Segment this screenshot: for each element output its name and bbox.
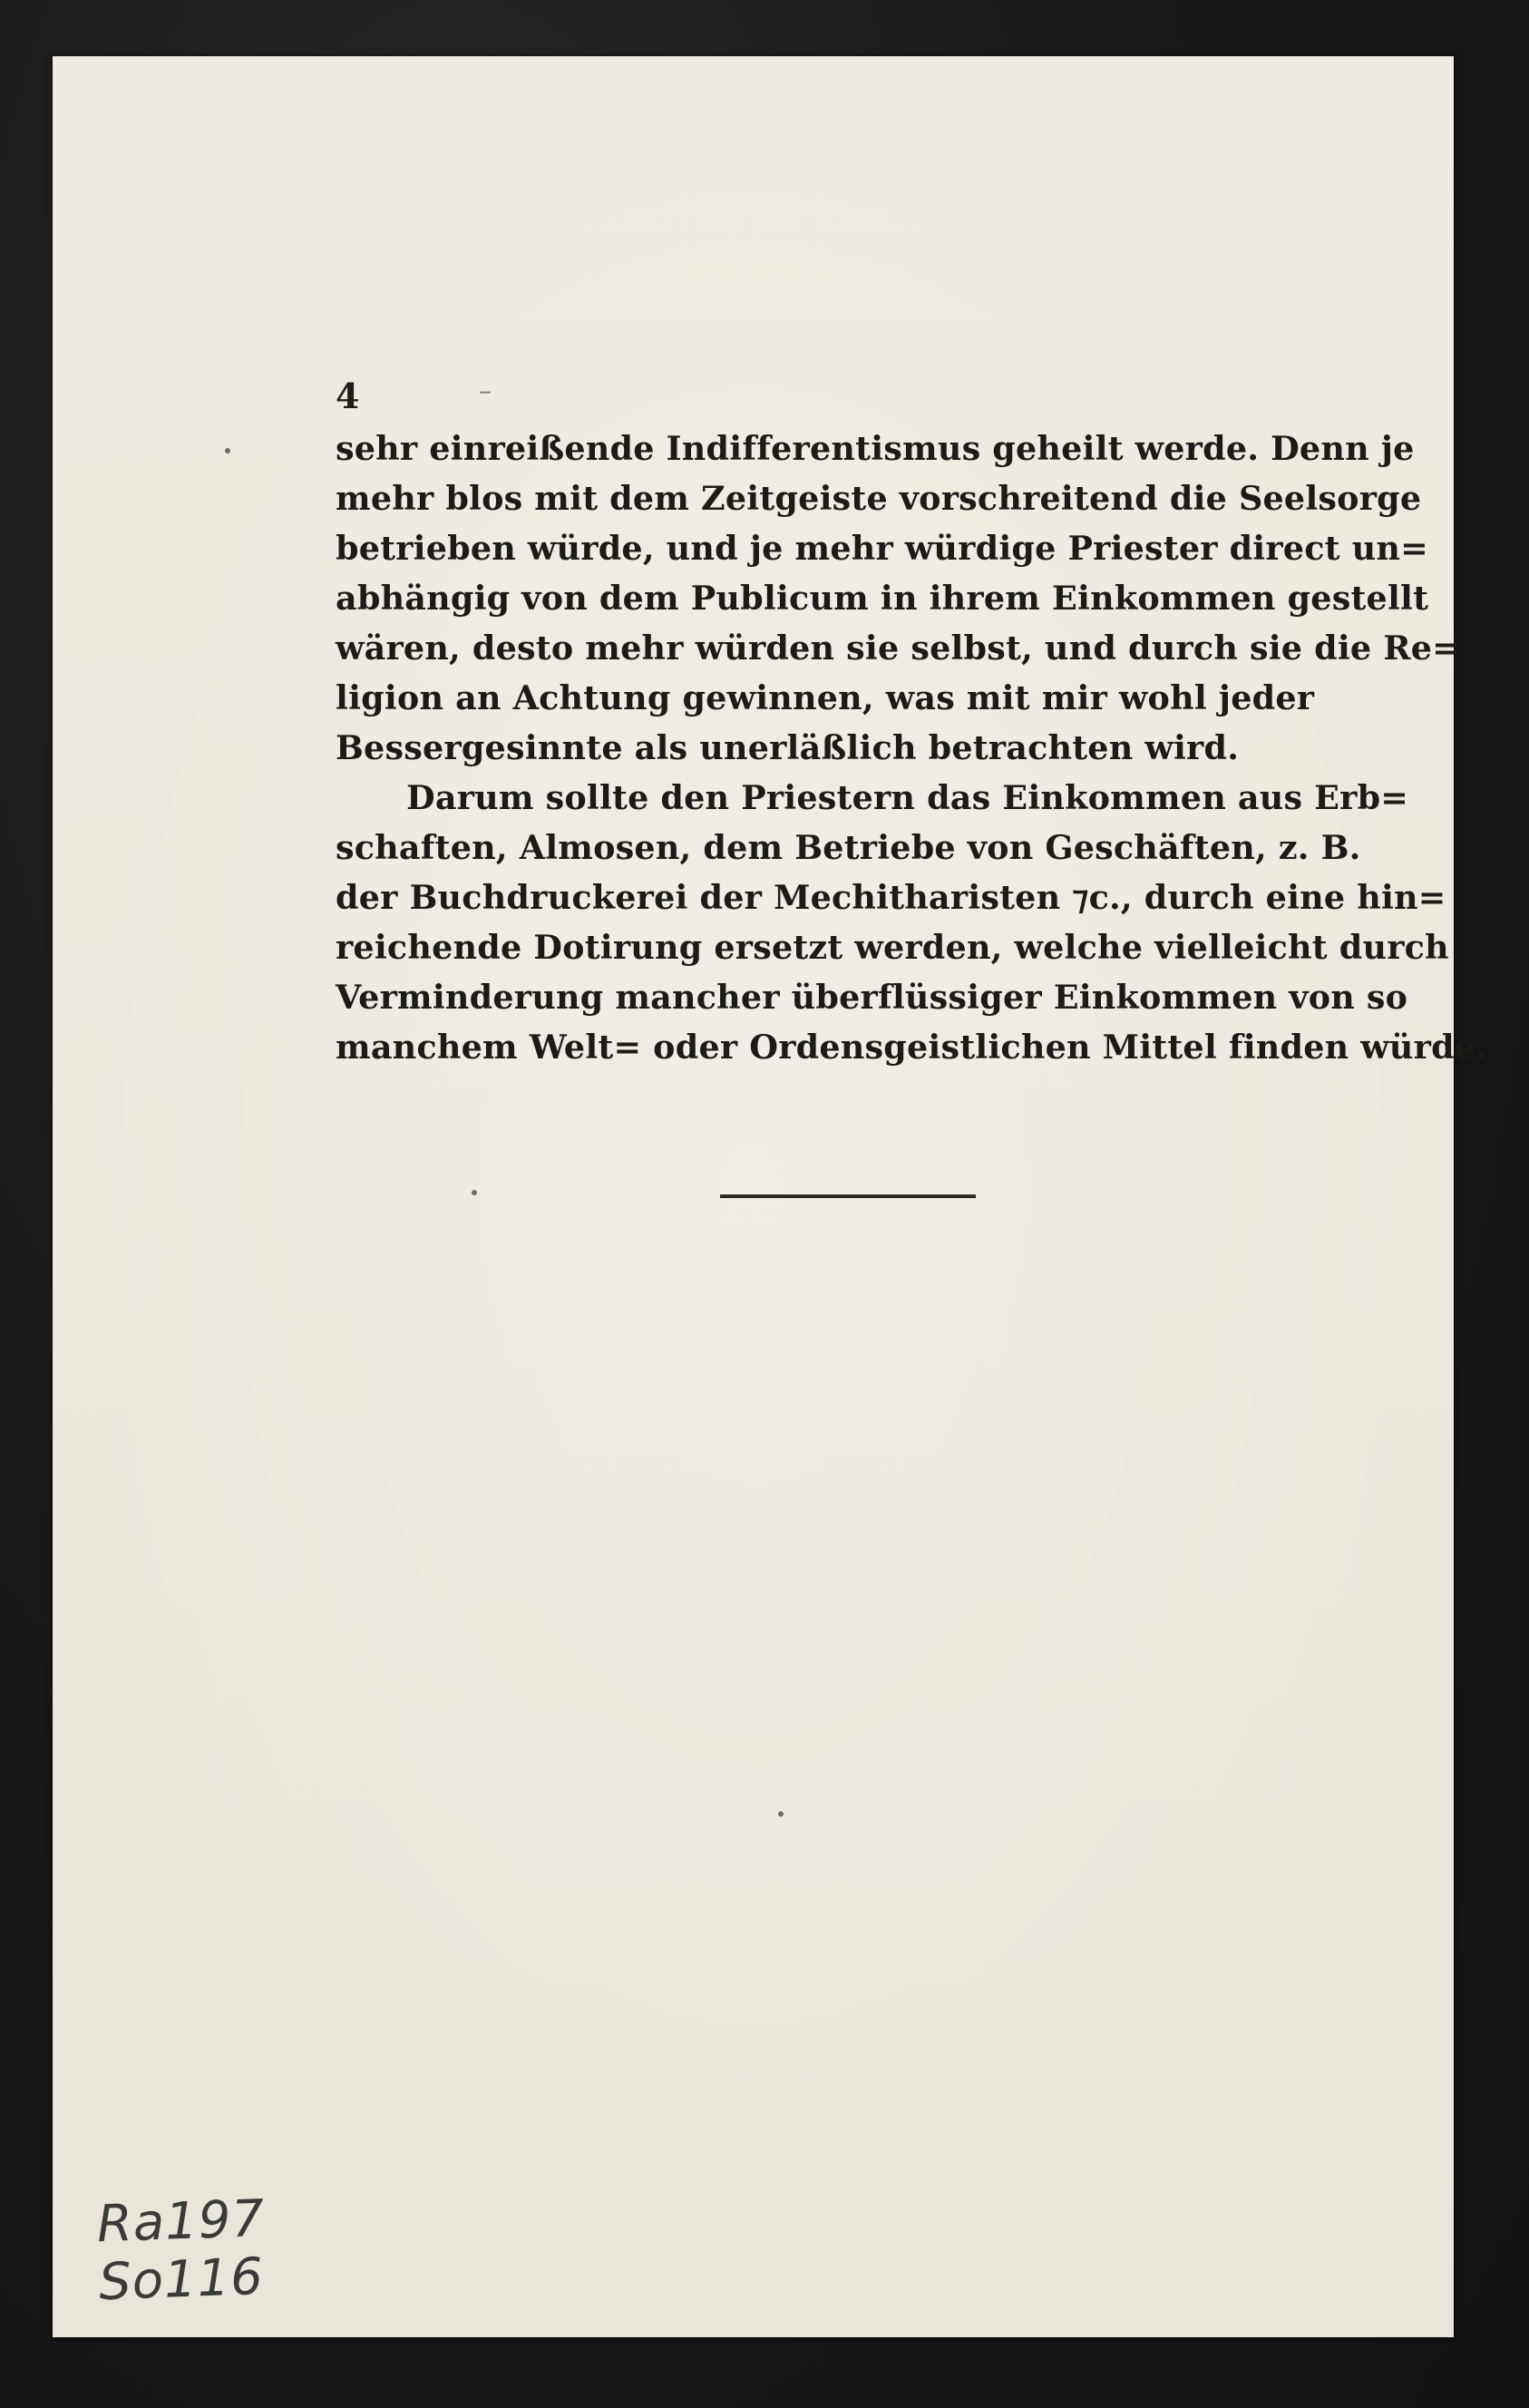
text-line: betrieben würde, und je mehr würdige Priester direct un= xyxy=(336,529,1428,568)
body-text xyxy=(336,424,1488,1072)
text-line: abhängig von dem Publicum in ihrem Einkommen gestellt xyxy=(336,579,1429,618)
page-number: 4 xyxy=(336,375,360,416)
speck xyxy=(472,1190,477,1195)
archive-signature-line: Ra197 xyxy=(95,2189,267,2255)
text-line: der Buchdruckerei der Mechitharisten ⁊c., durch eine hin= xyxy=(336,878,1446,917)
document-page xyxy=(53,56,1488,2337)
text-line: Bessergesinnte als unerläßlich betrachten wird. xyxy=(336,728,1240,767)
text-line: schaften, Almosen, dem Betriebe von Geschäften, z. B. xyxy=(336,828,1361,867)
text-line: Verminderung mancher überflüssiger Einkommen von so xyxy=(336,978,1408,1017)
section-divider xyxy=(720,1194,976,1198)
page-number-dash: – xyxy=(479,375,492,405)
text-line: sehr einreißende Indifferentismus geheilt werde. Denn je xyxy=(336,429,1415,468)
text-line: Darum sollte den Priestern das Einkommen aus Erb= xyxy=(406,778,1409,817)
text-line: mehr blos mit dem Zeitgeiste vorschreitend die Seelsorge xyxy=(336,479,1422,518)
archive-signature xyxy=(96,2190,268,2312)
text-line: ligion an Achtung gewinnen, was mit mir wohl jeder xyxy=(336,678,1315,717)
speck xyxy=(778,1811,784,1817)
archive-signature-line: So116 xyxy=(98,2247,265,2313)
text-line: wären, desto mehr würden sie selbst, und durch sie die Re= xyxy=(336,629,1460,668)
speck xyxy=(225,448,230,453)
text-line: manchem Welt= oder Ordensgeistlichen Mittel finden würde. xyxy=(336,1028,1488,1067)
text-line: reichende Dotirung ersetzt werden, welche vielleicht durch xyxy=(336,928,1449,967)
